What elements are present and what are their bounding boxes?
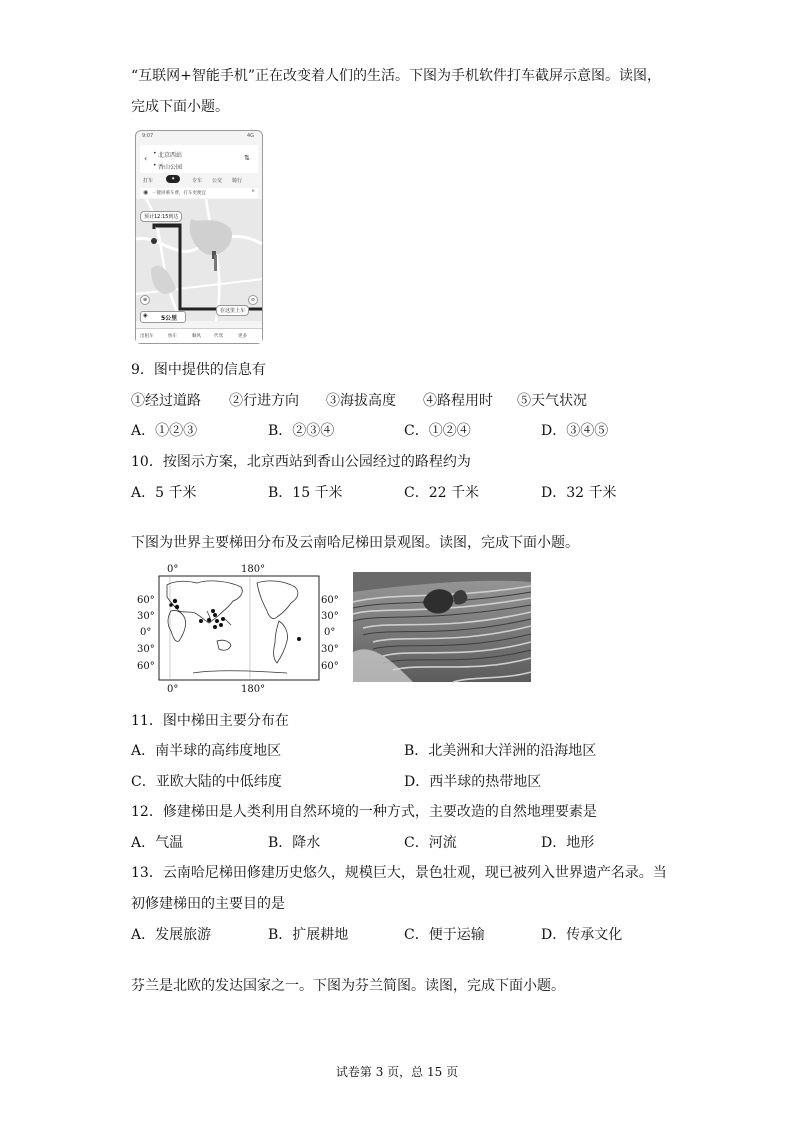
- bottom-tab-more: 更多: [238, 334, 247, 339]
- bottom-tab-taxi: 出租车: [140, 334, 154, 339]
- q11-option-a: A．南半球的高纬度地区: [131, 743, 282, 759]
- q10-option-b: B．15 千米: [268, 485, 343, 501]
- map-bottom-label-0: 0°: [167, 684, 179, 695]
- tab-special: 专车: [192, 178, 203, 184]
- q11-option-b: B．北美洲和大洋洲的沿海地区: [404, 743, 597, 759]
- tab-bike: 骑行: [232, 178, 243, 184]
- hani-terraces-photo: [353, 572, 531, 682]
- tab-bus: 公交: [212, 178, 223, 184]
- q9-item-3: ③海拔高度: [326, 393, 396, 409]
- swap-icon: ⇅: [244, 154, 250, 162]
- map-bottom-label-180: 180°: [241, 684, 266, 695]
- q13-stem-line-1: 13．云南哈尼梯田修建历史悠久，规模巨大，景色壮观，现已被列入世界遗产名录。当: [131, 865, 667, 881]
- world-terrace-map: [137, 563, 339, 695]
- intro-line-2: 完成下面小题。: [131, 99, 229, 115]
- map-lat-60s-left: 60°: [137, 661, 155, 672]
- map-lat-30s-right: 30°: [321, 644, 339, 655]
- notice-text: 一键回乘车费，打车更便宜: [152, 191, 206, 196]
- q12-stem: 12．修建梯田是人类利用自然环境的一种方式，主要改造的自然地理要素是: [131, 804, 597, 820]
- q9-option-c: C．①②④: [404, 423, 471, 439]
- q12-option-b: B．降水: [268, 835, 321, 851]
- locate-icon: ⊕: [140, 295, 150, 305]
- q9-item-1: ①经过道路: [131, 393, 201, 409]
- q13-option-a: A．发展旅游: [131, 927, 212, 943]
- status-signal: 4G: [246, 133, 254, 139]
- q13-option-c: C．便于运输: [404, 927, 485, 943]
- distance-box: [140, 311, 186, 323]
- map-lat-60n-right: 60°: [321, 595, 339, 606]
- q9-item-2: ②行进方向: [229, 393, 299, 409]
- refresh-icon: ⊙: [248, 295, 258, 305]
- bottom-tab-bar: [136, 328, 262, 343]
- q13-stem-line-2: 初修建梯田的主要目的是: [131, 896, 285, 912]
- bottom-tab-carpool: 顺风: [192, 334, 201, 339]
- map-lat-30s-left: 30°: [137, 644, 155, 655]
- status-time: 9:07: [142, 133, 154, 139]
- q11-option-d: D．西半球的热带地区: [404, 774, 542, 790]
- q9-stem: 9．图中提供的信息有: [131, 362, 266, 378]
- notice-banner: [140, 188, 258, 198]
- q12-option-d: D．地形: [541, 835, 595, 851]
- distance-label: 5公里: [161, 315, 178, 322]
- q11-option-c: C．亚欧大陆的中低纬度: [131, 774, 282, 790]
- tab-taxi: 打车: [143, 178, 154, 184]
- map-top-label-180: 180°: [241, 564, 266, 575]
- q11-stem: 11．图中梯田主要分布在: [131, 713, 289, 729]
- intro-line-1: “互联网+智能手机”正在改变着人们的生活。下图为手机软件打车截屏示意图。读图，: [131, 68, 662, 84]
- destination-label: 香山公园: [158, 164, 183, 171]
- map-top-label-0: 0°: [167, 564, 179, 575]
- info-icon: ◉: [143, 189, 149, 196]
- pickup-callout: 在这里上车: [216, 305, 249, 316]
- phone-screenshot-figure: [135, 130, 263, 344]
- q10-option-c: C．22 千米: [404, 485, 479, 501]
- origin-dot-icon: •: [153, 150, 157, 157]
- map-lat-30n-right: 30°: [321, 611, 339, 622]
- q13-option-d: D．传承文化: [541, 927, 623, 943]
- back-icon: ‹: [144, 154, 148, 163]
- q9-option-a: A．①②③: [131, 423, 198, 439]
- map-lat-0-right: 0°: [324, 627, 336, 638]
- q10-stem: 10．按图示方案，北京西站到香山公园经过的路程约为: [131, 454, 471, 470]
- tab-selected-car: ✦: [166, 175, 180, 183]
- q12-option-c: C．河流: [404, 835, 457, 851]
- q9-item-4: ④路程用时: [423, 393, 493, 409]
- map-lat-60n-left: 60°: [137, 595, 155, 606]
- bottom-tab-driver: 代驾: [214, 334, 223, 339]
- route-panel: [140, 145, 258, 173]
- map-lat-30n-left: 30°: [137, 611, 155, 622]
- origin-label: 北京西站: [158, 152, 183, 159]
- q9-item-5: ⑤天气状况: [517, 393, 587, 409]
- q10-option-d: D．32 千米: [541, 485, 617, 501]
- q9-option-b: B．②③④: [268, 423, 335, 439]
- eta-callout: 预计12:15到达: [140, 211, 182, 222]
- map-lat-60s-right: 60°: [321, 661, 339, 672]
- map-lat-0-left: 0°: [140, 627, 152, 638]
- intro-terraces: 下图为世界主要梯田分布及云南哈尼梯田景观图。读图，完成下面小题。: [131, 535, 579, 551]
- page-footer: 试卷第 3 页，总 15 页: [335, 1065, 459, 1079]
- q12-option-a: A．气温: [131, 835, 184, 851]
- destination-dot-icon: •: [153, 162, 157, 169]
- mode-tabs: [140, 175, 258, 185]
- q10-option-a: A．5 千米: [131, 485, 197, 501]
- compass-icon: ◈: [143, 312, 148, 319]
- bottom-tab-express: 快车: [168, 334, 177, 339]
- close-icon: ×: [251, 189, 255, 194]
- intro-finland: 芬兰是北欧的发达国家之一。下图为芬兰简图。读图，完成下面小题。: [131, 978, 565, 994]
- q9-option-d: D．③④⑤: [541, 423, 609, 439]
- q13-option-b: B．扩展耕地: [268, 927, 349, 943]
